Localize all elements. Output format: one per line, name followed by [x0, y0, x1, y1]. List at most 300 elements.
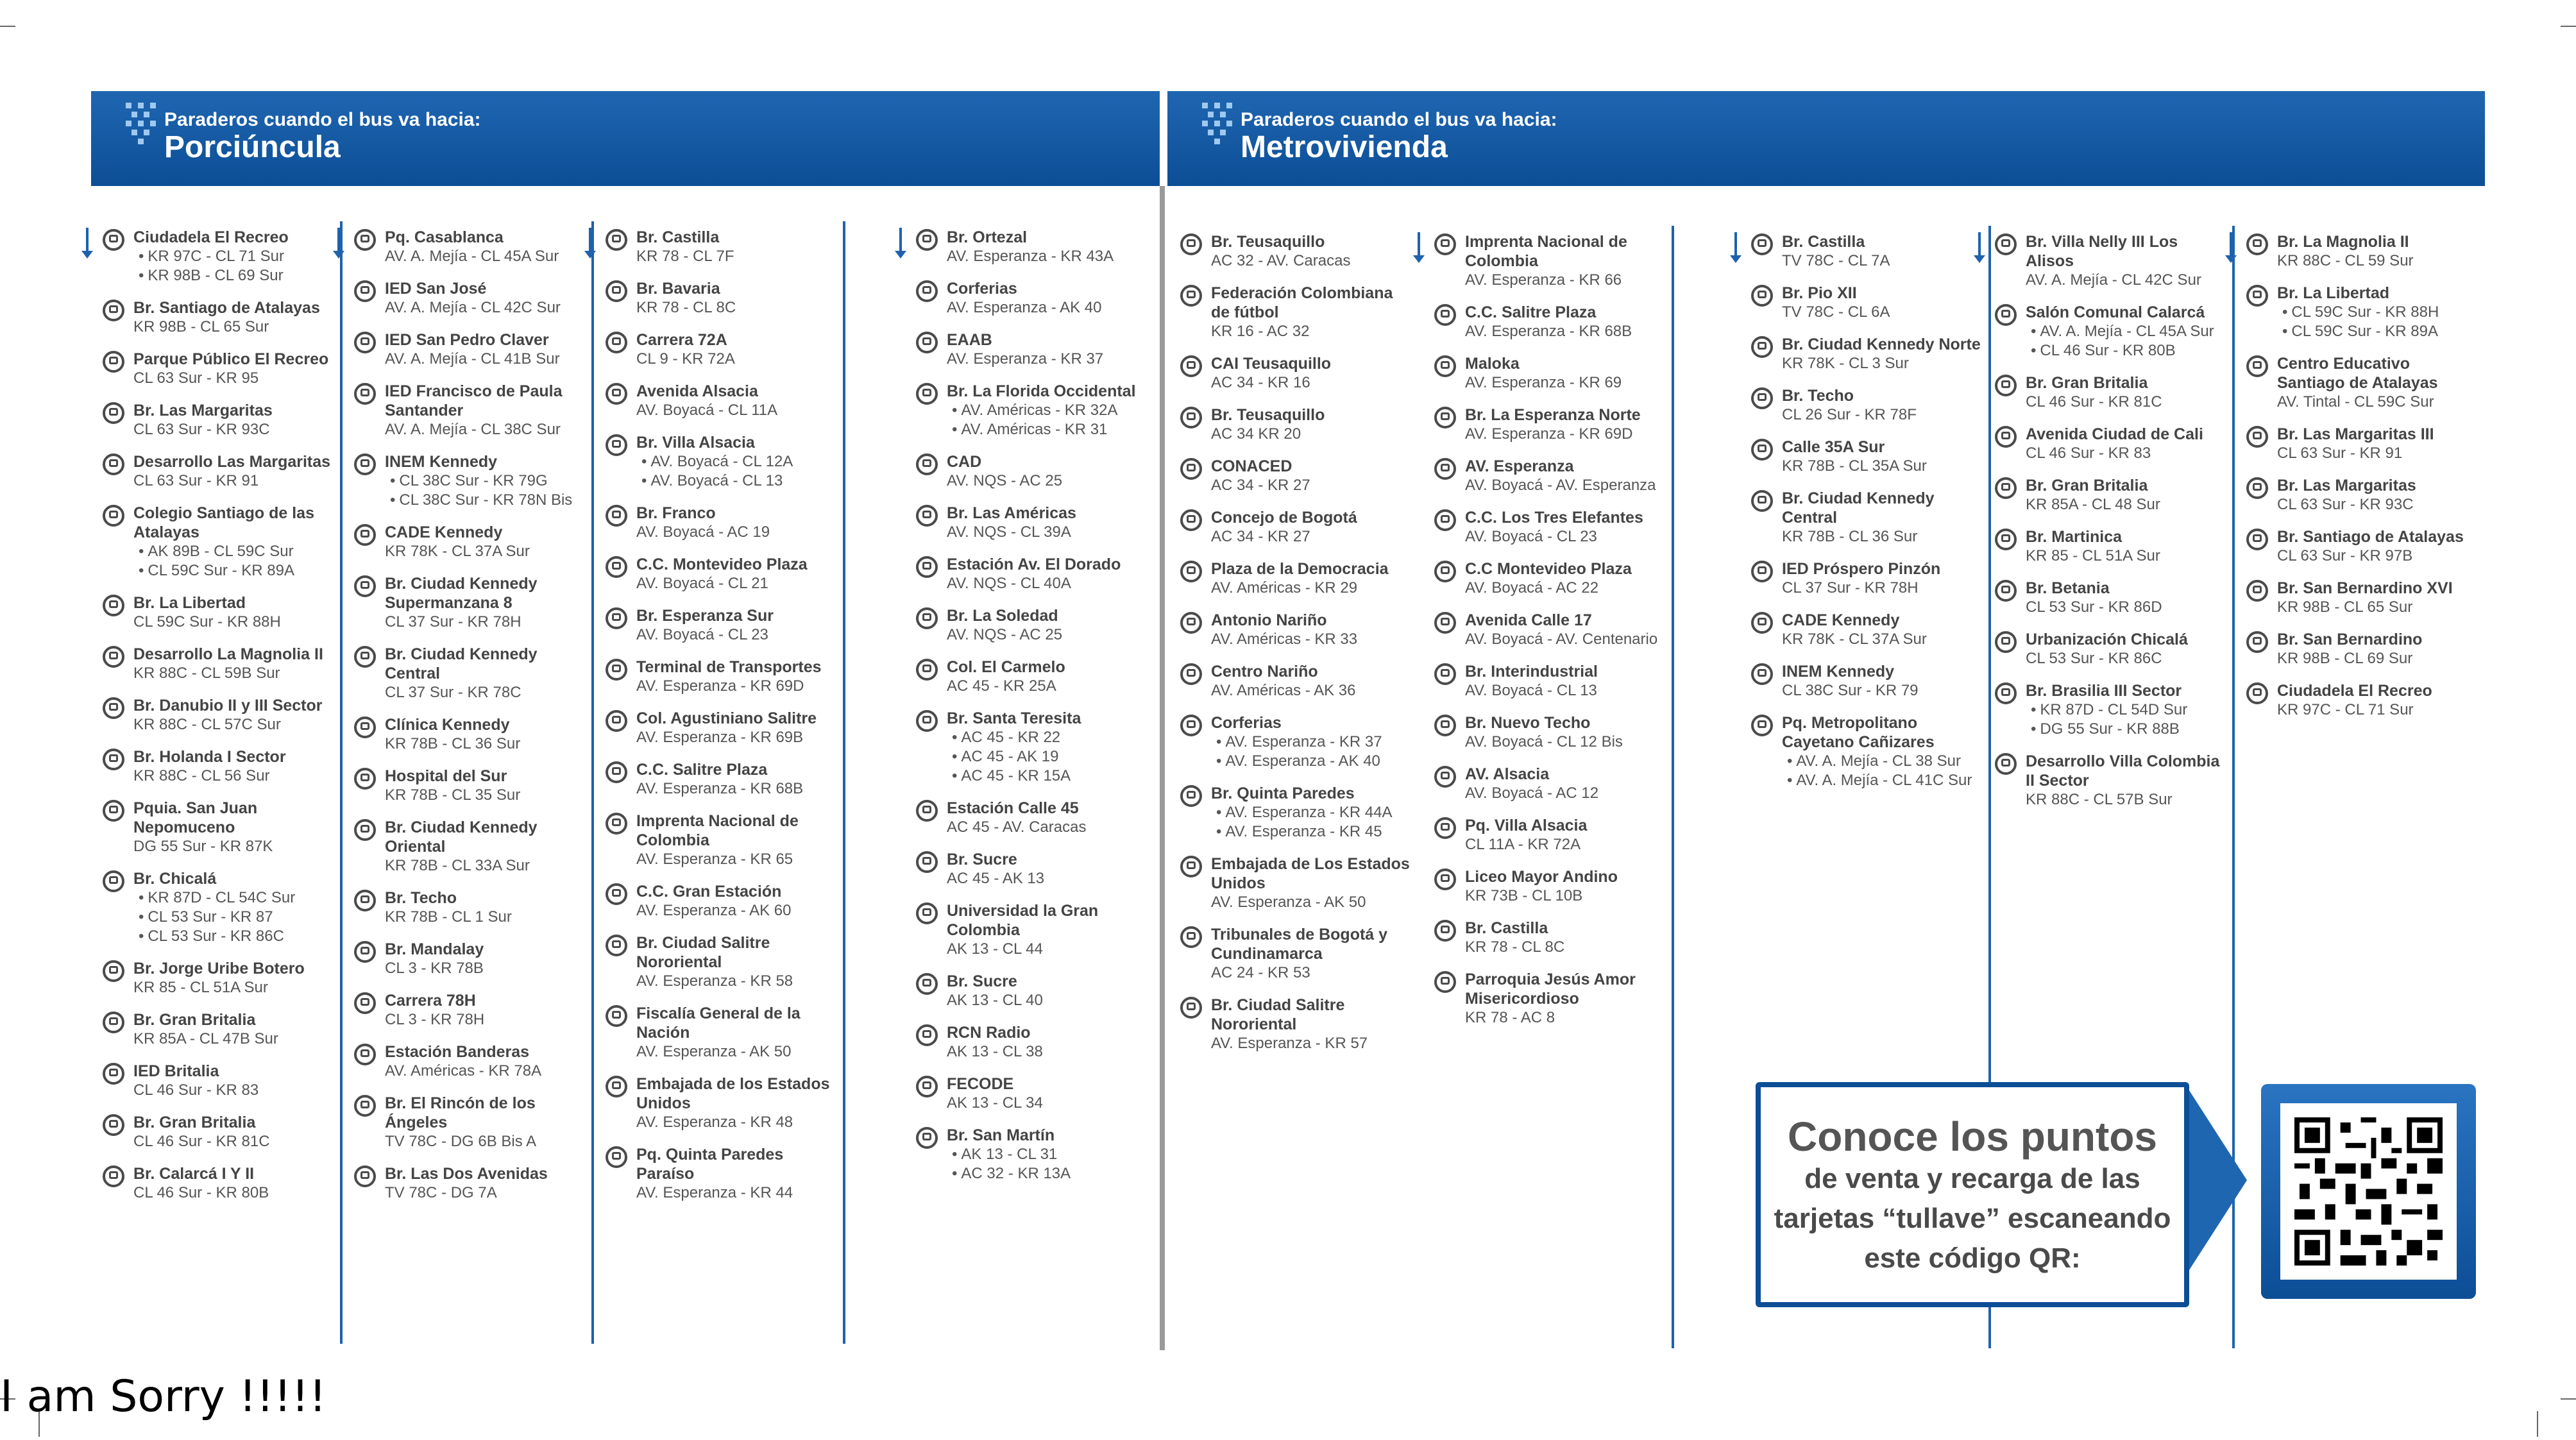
stop-address: AV. Boyacá - AC 22: [1465, 579, 1599, 597]
bus-stop-icon: [916, 607, 938, 629]
stop-address: AC 34 - KR 27: [1211, 477, 1310, 494]
direction-arrow-icon: [1418, 232, 1420, 258]
stop-address: AV. NQS - CL 39A: [947, 523, 1071, 541]
bus-stop: [916, 1023, 1147, 1062]
stop-name: Maloka: [1465, 355, 1520, 373]
stop-address: CL 46 Sur - KR 81C: [133, 1133, 270, 1150]
stop-name: Br. Las Américas: [947, 504, 1076, 522]
stop-address: AC 34 KR 20: [1211, 425, 1301, 443]
stop-address: AK 13 - CL 44: [947, 940, 1043, 958]
qr-frame: [2261, 1084, 2476, 1299]
stop-name: Desarrollo Las Margaritas: [133, 453, 331, 471]
bus-stop: [1434, 919, 1665, 957]
stop-name: Br. Sucre: [947, 851, 1017, 868]
bus-stop-icon: [916, 659, 938, 681]
bus-stop: [1995, 579, 2226, 617]
stop-address: AV. Boyacá - CL 13: [1465, 682, 1597, 699]
bus-stop: [606, 279, 836, 318]
direction-arrow-icon: [1978, 232, 1981, 258]
stop-address: KR 78 - CL 7F: [636, 248, 734, 265]
stop-address: AV. Esperanza - KR 37: [947, 350, 1104, 368]
stop-name: Universidad la Gran Colombia: [947, 902, 1099, 939]
bus-stop-icon: [606, 883, 627, 905]
stop-address: AV. Tintal - CL 59C Sur: [2277, 393, 2434, 411]
bus-stop: [916, 382, 1147, 439]
header-porciuncula: [91, 91, 1160, 186]
bus-stop: [1995, 232, 2226, 290]
bus-stop-icon: [1180, 856, 1202, 877]
bus-stop-icon: [354, 1095, 376, 1117]
bus-stop-icon: [606, 710, 627, 732]
stop-address: • AC 45 - KR 22: [947, 728, 1147, 747]
bus-stop: [916, 452, 1147, 491]
stop-address: CL 37 Sur - KR 78C: [385, 684, 521, 701]
qr-code-icon: [2294, 1117, 2443, 1266]
transmilenio-logo-icon: [1201, 101, 1234, 165]
stop-name: Br. Ciudad Kennedy Central: [1782, 489, 1935, 527]
stop-address: • AV. Américas - KR 32A: [947, 401, 1147, 420]
column-rule: [340, 221, 343, 1344]
stop-name: Br. Chicalá: [133, 870, 217, 888]
bus-stop-icon: [1180, 785, 1202, 807]
bus-stop: [1995, 476, 2226, 514]
stop-column: [103, 228, 334, 1216]
stop-name: Br. Pio XII: [1782, 284, 1857, 302]
bus-stop-icon: [916, 383, 938, 405]
stop-address: CL 38C Sur - KR 79: [1782, 682, 1919, 699]
stop-name: Br. San Bernardino: [2277, 631, 2423, 648]
bus-stop: [2246, 527, 2477, 566]
stop-address: TV 78C - CL 6A: [1782, 303, 1890, 321]
bus-stop-icon: [1180, 407, 1202, 428]
bus-stop-icon: [354, 453, 376, 475]
stop-name: Carrera 78H: [385, 992, 476, 1010]
stop-address: KR 78 - CL 8C: [1465, 938, 1565, 956]
stop-name: Br. Gran Britalia: [2026, 374, 2148, 392]
bus-stop-icon: [103, 749, 124, 770]
bus-stop-icon: [1180, 458, 1202, 480]
stop-address: • AK 13 - CL 31: [947, 1145, 1147, 1164]
bus-stop-icon: [2246, 631, 2268, 653]
qr-description: [1761, 1159, 2184, 1278]
bus-stop-icon: [916, 1076, 938, 1097]
bus-stop-icon: [1751, 233, 1773, 255]
stop-address: TV 78C - DG 6B Bis A: [385, 1133, 537, 1150]
bus-stop-icon: [1434, 561, 1456, 582]
bus-stop-icon: [916, 902, 938, 924]
bus-stop-icon: [2246, 355, 2268, 377]
stop-column: [1995, 232, 2226, 822]
stop-address: AV. Esperanza - KR 69D: [1465, 425, 1633, 443]
stop-name: IED San Pedro Claver: [385, 331, 549, 349]
bus-stop-icon: [1434, 971, 1456, 993]
bus-stop-icon: [354, 1165, 376, 1187]
stop-address: AC 24 - KR 53: [1211, 964, 1310, 981]
bus-stop-icon: [1434, 304, 1456, 326]
bus-stop: [916, 709, 1147, 786]
stop-name: Urbanización Chicalá: [2026, 631, 2188, 648]
bus-stop: [2246, 630, 2477, 668]
bus-stop-icon: [1434, 663, 1456, 685]
stop-name: Br. Esperanza Sur: [636, 607, 774, 625]
stop-name: Br. Danubio II y III Sector: [133, 697, 323, 715]
stop-address: KR 85A - CL 47B Sur: [133, 1030, 278, 1047]
bus-stop-icon: [354, 716, 376, 738]
bus-stop-icon: [606, 1076, 627, 1097]
bus-stop: [606, 1004, 836, 1062]
stop-address: AC 34 - KR 16: [1211, 374, 1310, 391]
stop-name: Br. La Libertad: [2277, 284, 2390, 302]
bus-stop-icon: [354, 575, 376, 597]
stop-address: AV. Boyacá - CL 23: [636, 626, 768, 643]
stop-name: Br. Las Dos Avenidas: [385, 1165, 548, 1183]
bus-stop: [1751, 662, 1982, 700]
stop-address: CL 11A - KR 72A: [1465, 836, 1581, 853]
bus-stop: [1751, 335, 1982, 373]
stop-name: C.C. Salitre Plaza: [1465, 303, 1597, 321]
bus-stop-icon: [606, 434, 627, 456]
stop-name: Br. Santiago de Atalayas: [133, 299, 320, 317]
stop-name: Centro Nariño: [1211, 663, 1318, 681]
bus-stop: [916, 972, 1147, 1010]
crop-mark: [2561, 26, 2576, 27]
bus-stop: [354, 574, 585, 632]
bus-stop-icon: [1180, 561, 1202, 582]
stop-column: [1180, 232, 1411, 1066]
bus-stop: [606, 882, 836, 920]
stop-name: EAAB: [947, 331, 992, 349]
bus-stop-icon: [916, 229, 938, 251]
bus-stop: [1434, 303, 1665, 341]
bus-stop: [1180, 784, 1411, 842]
stop-address: AV. Boyacá - CL 11A: [636, 402, 778, 419]
stop-name: Pquia. San Juan Nepomuceno: [133, 799, 258, 836]
stop-address: • AV. Esperanza - KR 44A: [1211, 803, 1411, 822]
bus-stop-icon: [2246, 682, 2268, 704]
bus-stop-icon: [1180, 663, 1202, 685]
bus-stop: [1434, 508, 1665, 546]
bus-stop-icon: [354, 941, 376, 963]
bus-stop-icon: [1751, 715, 1773, 736]
bus-stop-icon: [1751, 336, 1773, 358]
direction-arrow-icon: [589, 228, 591, 253]
bus-stop: [354, 645, 585, 702]
direction-arrow-icon: [899, 228, 902, 253]
bus-stop-icon: [103, 646, 124, 668]
direction-arrow-icon: [2230, 232, 2232, 258]
crop-mark: [2561, 1398, 2576, 1400]
stop-name: Br. Martinica: [2026, 528, 2123, 546]
bus-stop-icon: [1751, 387, 1773, 409]
bus-stop: [2246, 354, 2477, 412]
bus-stop: [1180, 284, 1411, 341]
stop-address: AV. Esperanza - KR 43A: [947, 248, 1114, 265]
stop-address: AV. Esperanza - AK 40: [947, 299, 1102, 316]
bus-stop: [916, 657, 1147, 696]
stop-address: • CL 59C Sur - KR 88H: [2277, 303, 2477, 322]
stop-name: Br. La Soledad: [947, 607, 1058, 625]
stop-address: KR 85 - CL 51A Sur: [2026, 547, 2160, 564]
stop-address: CL 63 Sur - KR 93C: [133, 421, 270, 438]
stop-address: • KR 97C - CL 71 Sur: [133, 247, 334, 266]
bus-stop: [606, 657, 836, 696]
stop-name: Br. Ciudad Kennedy Oriental: [385, 818, 538, 856]
qr-line: este código QR:: [1864, 1242, 2081, 1274]
stop-address: CL 63 Sur - KR 91: [2277, 445, 2403, 462]
bus-stop: [103, 228, 334, 285]
stop-name: Br. Ciudad Salitre Nororiental: [636, 934, 770, 971]
stop-name: IED Britalia: [133, 1062, 219, 1080]
bus-stop: [1180, 995, 1411, 1053]
stop-name: Br. Las Margaritas III: [2277, 425, 2434, 443]
bus-stop-icon: [1180, 926, 1202, 948]
stop-address: AV. Esperanza - KR 58: [636, 972, 793, 990]
bus-stop-icon: [103, 229, 124, 251]
bus-stop: [1180, 713, 1411, 771]
bus-stop: [354, 452, 585, 510]
bus-stop-icon: [2246, 529, 2268, 550]
stop-address: KR 78K - CL 37A Sur: [1782, 631, 1927, 648]
bus-stop: [606, 1145, 836, 1203]
stop-address: • KR 87D - CL 54D Sur: [2026, 700, 2226, 720]
bus-stop: [103, 298, 334, 337]
stop-name: Br. Gran Britalia: [133, 1011, 256, 1029]
bus-stop: [1180, 508, 1411, 546]
section-divider: [1160, 186, 1165, 1350]
bus-stop: [606, 382, 836, 420]
stop-name: Br. San Martín: [947, 1126, 1055, 1144]
bus-stop: [354, 279, 585, 318]
stop-address: • AC 32 - KR 13A: [947, 1164, 1147, 1183]
column-rule: [591, 221, 594, 1344]
stop-name: Br. Teusaquillo: [1211, 406, 1325, 424]
stop-address: TV 78C - DG 7A: [385, 1184, 497, 1201]
stop-address: • CL 59C Sur - KR 89A: [133, 561, 334, 580]
bus-stop: [1434, 970, 1665, 1028]
stop-address: AV. Esperanza - KR 69: [1465, 374, 1622, 391]
stop-address: AV. A. Mejía - CL 41B Sur: [385, 350, 560, 368]
qr-info-box: [1756, 1082, 2189, 1307]
bus-stop: [606, 760, 836, 799]
stop-name: Br. Nuevo Techo: [1465, 714, 1591, 732]
stop-address: KR 78B - CL 36 Sur: [1782, 528, 1918, 545]
stop-address: TV 78C - CL 7A: [1782, 252, 1890, 269]
stop-name: AV. Alsacia: [1465, 765, 1550, 783]
bus-stop: [606, 1074, 836, 1132]
stop-address: KR 78K - CL 37A Sur: [385, 543, 530, 560]
stop-address: CL 63 Sur - KR 97B: [2277, 547, 2413, 564]
bus-stop-icon: [916, 851, 938, 873]
stop-address: • AV. A. Mejía - CL 41C Sur: [1782, 771, 1982, 790]
column-rule: [843, 221, 845, 1344]
bus-stop-icon: [916, 710, 938, 732]
stop-name: Plaza de la Democracia: [1211, 560, 1389, 578]
stop-address: AK 13 - CL 34: [947, 1094, 1043, 1112]
bus-stop: [1180, 925, 1411, 983]
bus-stop: [1434, 662, 1665, 700]
stop-name: Desarrollo Villa Colombia II Sector: [2026, 752, 2220, 790]
bus-stop-icon: [606, 607, 627, 629]
stop-address: • CL 38C Sur - KR 79G: [385, 471, 585, 491]
stop-name: C.C. Los Tres Elefantes: [1465, 509, 1643, 527]
stop-address: KR 78B - CL 36 Sur: [385, 735, 521, 752]
direction-arrow-icon: [337, 228, 340, 253]
stop-address: AV. Esperanza - KR 69B: [636, 729, 804, 746]
stop-address: AV. Américas - KR 33: [1211, 631, 1358, 648]
stop-name: Br. Castilla: [636, 228, 720, 246]
bus-stop: [916, 850, 1147, 888]
bus-stop: [1751, 559, 1982, 598]
direction-arrow-icon: [1734, 232, 1737, 258]
header-destination: Porciúncula: [164, 130, 341, 164]
bus-stop-icon: [1751, 561, 1773, 582]
stop-address: • CL 46 Sur - KR 80B: [2026, 341, 2226, 360]
stop-name: Br. Brasilia III Sector: [2026, 682, 2182, 700]
bus-stop: [354, 991, 585, 1029]
stop-name: C.C Montevideo Plaza: [1465, 560, 1632, 578]
bus-stop: [1180, 559, 1411, 598]
bus-stop: [916, 555, 1147, 593]
stop-name: Federación Colombiana de fútbol: [1211, 284, 1393, 321]
stop-address: AV. Esperanza - AK 60: [636, 902, 792, 919]
stop-name: Br. Villa Alsacia: [636, 434, 755, 452]
bus-stop-icon: [103, 870, 124, 892]
stop-address: AV. Boyacá - AC 12: [1465, 784, 1599, 802]
bus-stop-icon: [1434, 766, 1456, 788]
bus-stop-icon: [606, 383, 627, 405]
bus-stop: [1180, 405, 1411, 444]
bus-stop-icon: [354, 992, 376, 1014]
stop-name: Pq. Quinta Paredes Paraíso: [636, 1146, 784, 1183]
stop-address: AV. Esperanza - KR 66: [1465, 271, 1622, 289]
stop-name: Pq. Villa Alsacia: [1465, 817, 1588, 834]
bus-stop: [1180, 611, 1411, 649]
stop-address: • DG 55 Sur - KR 88B: [2026, 720, 2226, 739]
bus-stop-icon: [916, 505, 938, 527]
bus-stop: [103, 1113, 334, 1151]
bus-stop: [916, 799, 1147, 837]
stop-name: Fiscalía General de la Nación: [636, 1004, 801, 1042]
stop-name: C.C. Gran Estación: [636, 883, 782, 901]
bus-stop-icon: [1434, 509, 1456, 531]
bus-stop: [1751, 437, 1982, 476]
bus-stop-icon: [1434, 233, 1456, 255]
stop-name: Br. Franco: [636, 504, 716, 522]
bus-stop-icon: [1995, 529, 2017, 550]
bus-stop-icon: [103, 505, 124, 527]
stop-name: CAI Teusaquillo: [1211, 355, 1332, 373]
stop-address: AV. Américas - KR 78A: [385, 1062, 542, 1080]
bus-stop-icon: [103, 1165, 124, 1187]
stop-name: Hospital del Sur: [385, 767, 507, 785]
stop-address: CL 3 - KR 78B: [385, 960, 484, 977]
stop-column: [1434, 232, 1665, 1040]
bus-stop-icon: [1751, 285, 1773, 307]
bus-stop-icon: [1180, 355, 1202, 377]
bus-stop: [103, 593, 334, 632]
bus-stop-icon: [103, 453, 124, 475]
stop-name: Ciudadela El Recreo: [2277, 682, 2432, 700]
stop-address: AV. Américas - AK 36: [1211, 682, 1356, 699]
bus-stop: [354, 523, 585, 561]
transmilenio-logo-icon: [124, 101, 158, 165]
bus-stop: [354, 228, 585, 266]
bus-stop-icon: [2246, 285, 2268, 307]
bus-stop-icon: [354, 383, 376, 405]
stop-name: C.C. Montevideo Plaza: [636, 555, 808, 573]
stop-address: KR 88C - CL 57B Sur: [2026, 791, 2173, 808]
stop-address: KR 78B - CL 35 Sur: [385, 786, 521, 804]
stop-name: Br. Gran Britalia: [2026, 477, 2148, 495]
bus-stop-icon: [354, 768, 376, 790]
stop-address: • AC 45 - AK 19: [947, 747, 1147, 767]
bus-stop-icon: [606, 505, 627, 527]
direction-arrow-icon: [86, 228, 89, 253]
bus-stop-icon: [1434, 407, 1456, 428]
stop-name: Imprenta Nacional de Colombia: [1465, 233, 1627, 270]
stop-name: Br. Calarcá I Y II: [133, 1165, 255, 1183]
bus-stop: [606, 709, 836, 747]
stop-address: CL 53 Sur - KR 86D: [2026, 598, 2162, 616]
bus-stop-icon: [1995, 375, 2017, 396]
stop-column: [916, 228, 1147, 1196]
bus-stop: [2246, 579, 2477, 617]
stop-address: KR 88C - CL 57C Sur: [133, 716, 281, 733]
stop-name: Embajada de Los Estados Unidos: [1211, 855, 1410, 892]
bus-stop-icon: [916, 1024, 938, 1046]
stop-name: Br. Castilla: [1465, 919, 1548, 937]
bus-stop: [916, 901, 1147, 959]
bus-stop-icon: [1434, 715, 1456, 736]
stop-address: • AV. A. Mejía - CL 45A Sur: [2026, 322, 2226, 341]
bus-stop-icon: [2246, 580, 2268, 602]
arrow-right-icon: [2189, 1090, 2247, 1270]
stop-name: Estación Calle 45: [947, 799, 1079, 817]
bus-stop: [354, 330, 585, 369]
stop-name: Ciudadela El Recreo: [133, 228, 289, 246]
stop-address: AV. Boyacá - AV. Esperanza: [1465, 477, 1656, 494]
stop-name: Carrera 72A: [636, 331, 727, 349]
stop-address: AV. A. Mejía - CL 42C Sur: [2026, 271, 2201, 289]
stop-name: Embajada de los Estados Unidos: [636, 1075, 830, 1112]
stop-address: AV. Boyacá - CL 21: [636, 575, 768, 592]
stop-name: Colegio Santiago de las Atalayas: [133, 504, 314, 541]
stop-address: • CL 59C Sur - KR 89A: [2277, 322, 2477, 341]
bus-stop-icon: [916, 973, 938, 995]
bus-stop: [1434, 765, 1665, 803]
bus-stop: [1180, 354, 1411, 393]
header-metrovivienda: [1167, 91, 2485, 186]
bus-stop: [103, 696, 334, 734]
stop-address: AC 45 - AV. Caracas: [947, 818, 1087, 836]
bus-stop-icon: [916, 800, 938, 822]
bus-stop-icon: [103, 351, 124, 373]
stop-address: KR 78B - CL 33A Sur: [385, 857, 530, 874]
stop-address: KR 78B - CL 1 Sur: [385, 908, 512, 926]
bus-stop: [354, 1042, 585, 1081]
stop-name: Br. Sucre: [947, 972, 1017, 990]
bus-stop-icon: [103, 300, 124, 321]
stop-address: AV. Esperanza - KR 48: [636, 1114, 793, 1131]
qr-code[interactable]: [2280, 1103, 2457, 1280]
bus-stop: [916, 228, 1147, 266]
bus-stop-icon: [1180, 509, 1202, 531]
stop-address: AV. A. Mejía - CL 42C Sur: [385, 299, 561, 316]
stop-name: Avenida Ciudad de Cali: [2026, 425, 2203, 443]
stop-address: AC 45 - KR 25A: [947, 677, 1056, 695]
stop-address: CL 37 Sur - KR 78H: [1782, 579, 1919, 597]
bus-stop-icon: [606, 280, 627, 302]
